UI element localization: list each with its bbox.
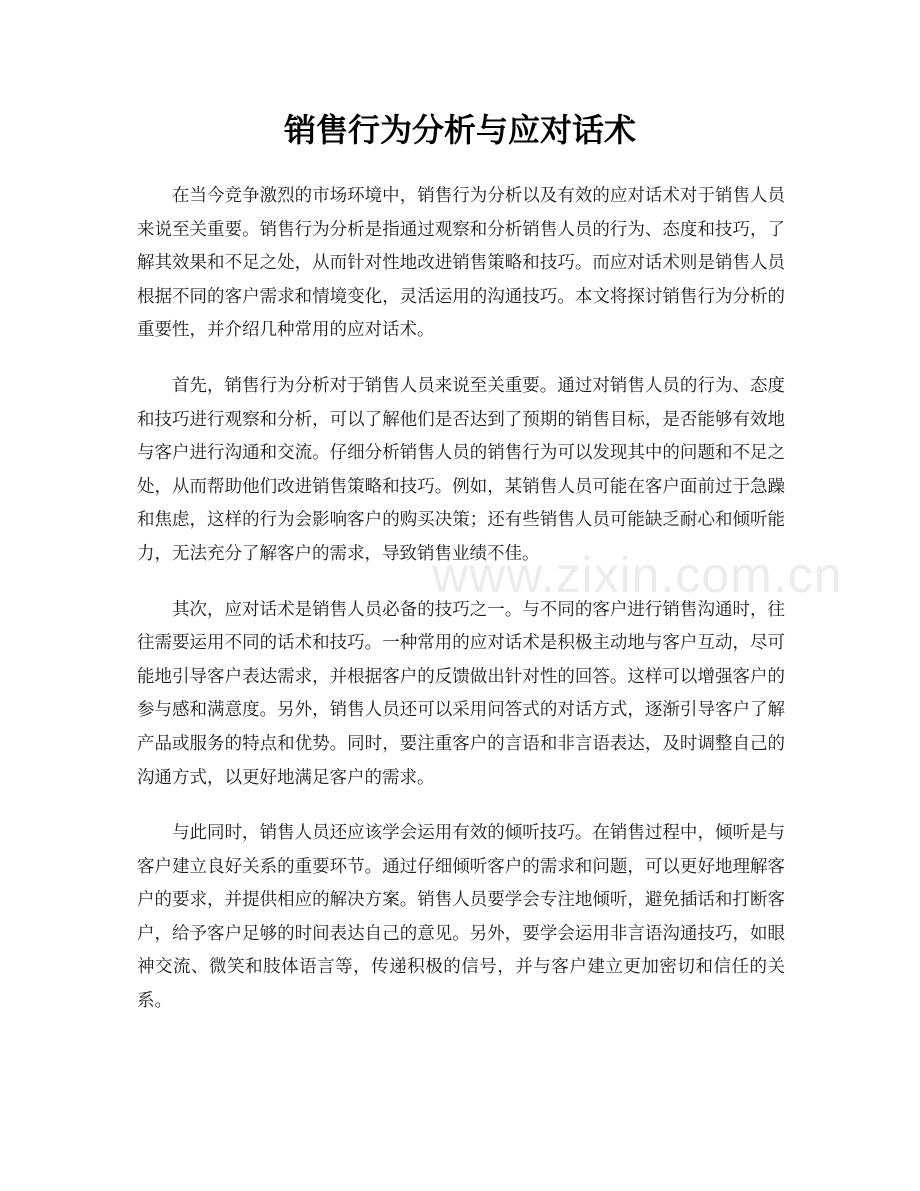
paragraph-first: 首先，销售行为分析对于销售人员来说至关重要。通过对销售人员的行为、态度和技巧进行观察和分析，可以了解他们是否达到了预期的销售目标，是否能够有效地与客户进行沟通和交流。仔细分析销售人员的销售行为可以发现其中的问题和不足之处，从而帮助他们改进销售策略和技巧。例如，某销售人员可能在客户面前过于急躁和焦虑，这样的行为会影响客户的购买决策；还有些销售人员可能缺乏耐心和倾听能力，无法充分了解客户的需求，导致销售业绩不佳。	[137, 375, 785, 564]
paragraph-intro: 在当今竞争激烈的市场环境中，销售行为分析以及有效的应对话术对于销售人员来说至关重要。销售行为分析是指通过观察和分析销售人员的行为、态度和技巧，了解其效果和不足之处，从而针对性地改进销售策略和技巧。而应对话术则是销售人员根据不同的客户需求和情境变化，灵活运用的沟通技巧。本文将探讨销售行为分析的重要性，并介绍几种常用的应对话术。	[137, 186, 785, 341]
document-body	[137, 180, 785, 1041]
paragraph-second: 其次，应对话术是销售人员必备的技巧之一。与不同的客户进行销售沟通时，往往需要运用不同的话术和技巧。一种常用的应对话术是积极主动地与客户互动，尽可能地引导客户表达需求，并根据客户的反馈做出针对性的回答。这样可以增强客户的参与感和满意度。另外，销售人员还可以采用问答式的对话方式，逐渐引导客户了解产品或服务的特点和优势。同时，要注重客户的言语和非言语表达，及时调整自己的沟通方式，以更好地满足客户的需求。	[137, 599, 785, 788]
watermark: www.zixin.com.cn	[432, 547, 843, 603]
document-title: 销售行为分析与应对话术	[283, 111, 636, 149]
paragraph-listening: 与此同时，销售人员还应该学会运用有效的倾听技巧。在销售过程中，倾听是与客户建立良好关系的重要环节。通过仔细倾听客户的需求和问题，可以更好地理解客户的要求，并提供相应的解决方案。销售人员要学会专注地倾听，避免插话和打断客户，给予客户足够的时间表达自己的意见。另外，要学会运用非言语沟通技巧，如眼神交流、微笑和肢体语言等，传递积极的信号，并与客户建立更加密切和信任的关系。	[137, 823, 785, 1012]
